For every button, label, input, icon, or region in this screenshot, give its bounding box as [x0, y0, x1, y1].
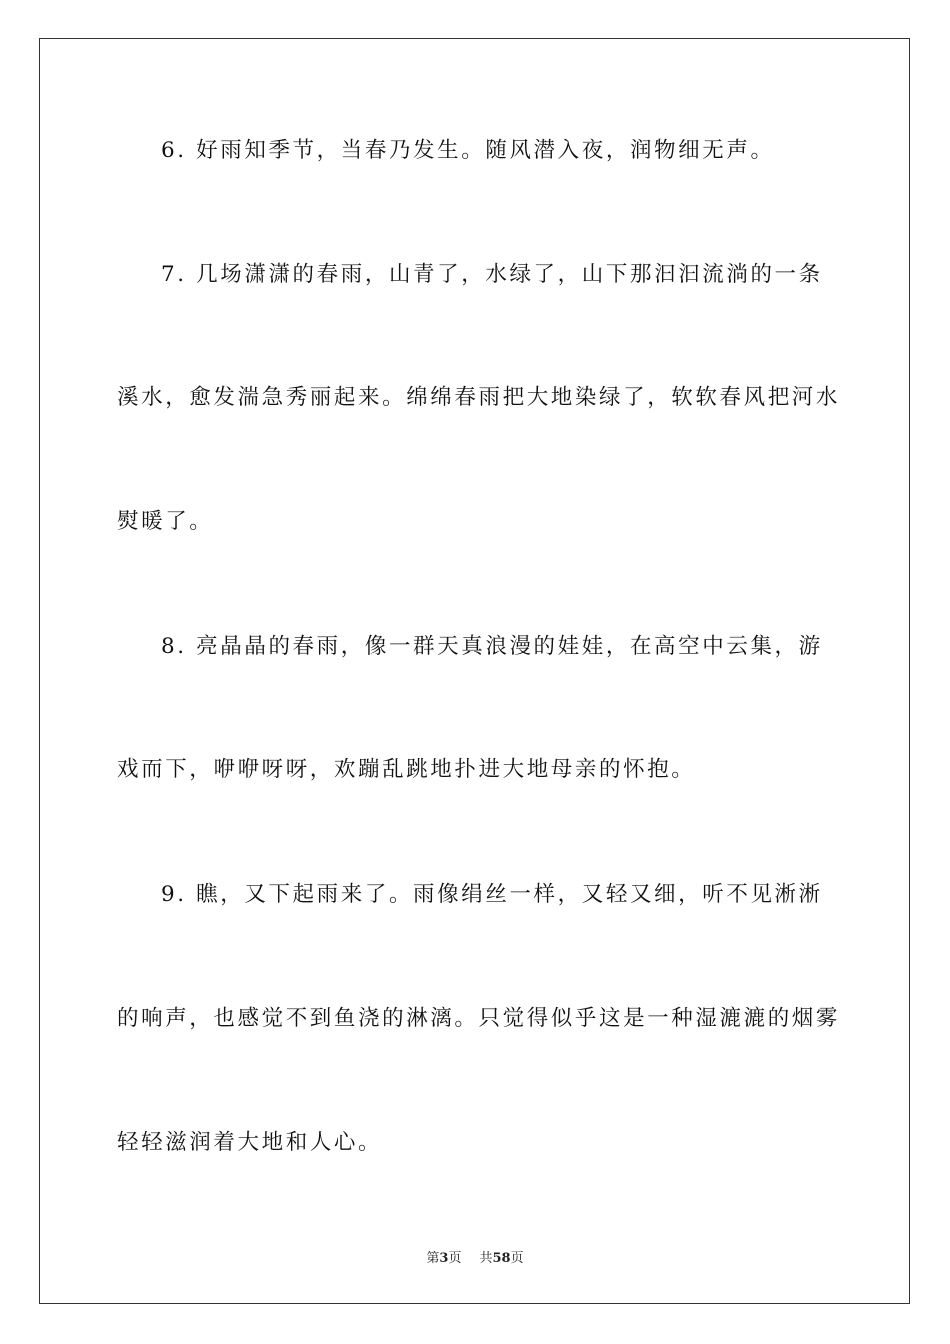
total-suffix: 页	[510, 1251, 524, 1266]
total-prefix: 共	[479, 1251, 493, 1266]
page-suffix: 页	[448, 1251, 462, 1266]
paragraph-9-line-1: 9. 瞧，又下起雨来了。雨像绢丝一样，又轻又细，听不见淅淅	[161, 882, 823, 907]
paragraph-8-line-1: 8. 亮晶晶的春雨，像一群天真浪漫的娃娃，在高空中云集，游	[161, 634, 823, 659]
paragraph-7-line-2: 溪水，愈发湍急秀丽起来。绵绵春雨把大地染绿了，软软春风把河水	[117, 385, 841, 410]
paragraph-6-line-1: 6. 好雨知季节，当春乃发生。随风潜入夜，润物细无声。	[161, 138, 775, 163]
paragraph-7-line-1: 7. 几场潇潇的春雨，山青了，水绿了，山下那汩汩流淌的一条	[161, 262, 823, 287]
page-prefix: 第	[426, 1251, 440, 1266]
total-pages: 58	[492, 1251, 511, 1266]
paragraph-7-line-3: 熨暖了。	[117, 509, 214, 534]
page-number: 3	[439, 1251, 449, 1266]
page-border	[39, 38, 910, 1304]
paragraph-9-line-3: 轻轻滋润着大地和人心。	[117, 1130, 383, 1155]
paragraph-9-line-2: 的响声，也感觉不到鱼浇的淋漓。只觉得似乎这是一种湿漉漉的烟雾	[117, 1006, 841, 1031]
paragraph-8-line-2: 戏而下，咿咿呀呀，欢蹦乱跳地扑进大地母亲的怀抱。	[117, 757, 696, 782]
page-footer	[0, 1247, 950, 1266]
